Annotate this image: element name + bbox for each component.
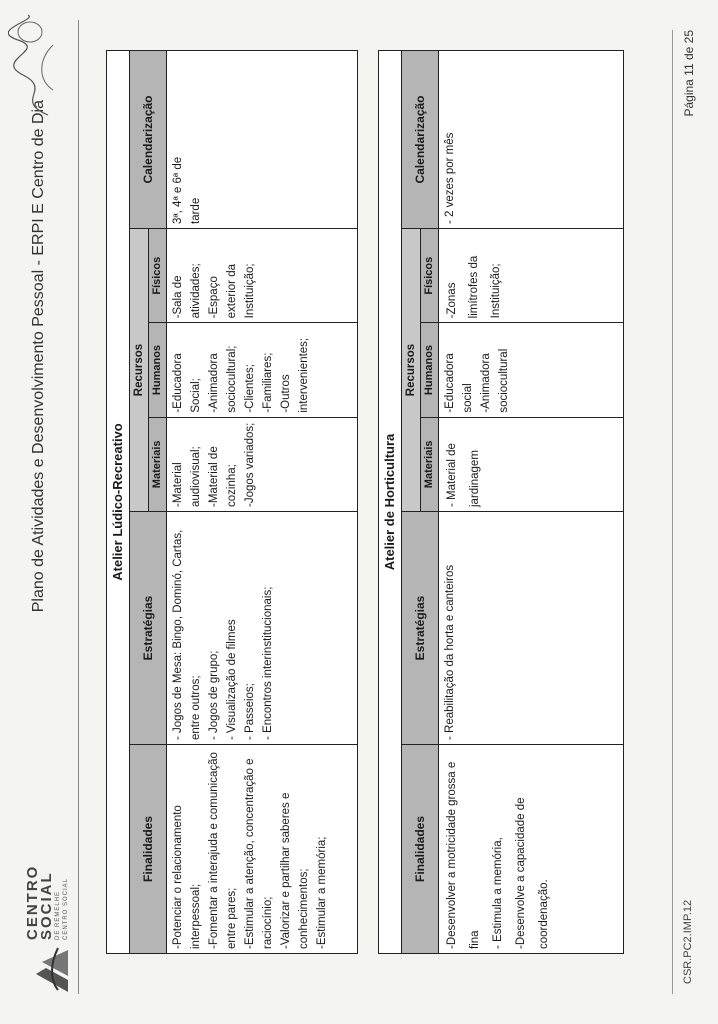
text-line: -Material [172,462,184,507]
header-calendarizacao: Calendarização [130,51,167,228]
recursos-subheaders [149,229,167,511]
text-line: -Espaço [208,276,220,319]
logo-line4: CENTRO SOCIAL [63,877,69,940]
footer-rule [672,30,673,994]
text-line: -Estimular a atenção, concentração e [244,758,256,949]
atelier-ludico-table [106,50,358,954]
cell-fisicos [167,229,357,322]
col-estrategias [402,511,623,744]
atelier-horticultura-table [378,50,624,954]
cell-finalidades [167,745,357,953]
text-line: -Fomentar a interajuda e comunicação [208,752,220,949]
header-fisicos: Físicos [149,229,166,322]
text-line: -Jogos variados; [244,422,256,507]
header-materiais: Materiais [421,417,438,511]
text-line: 3ª, 4ª e 6ª de [172,156,184,224]
cell-calendarizacao [167,51,357,228]
text-line: -Outros [280,374,292,413]
text-line: -Animadora [208,353,220,413]
text-line: -Material de [208,446,220,507]
text-line: - Jogos de Mesa: Bingo, Dominó, Cartas, [172,529,184,740]
recursos-body [439,229,623,511]
text-line: - Material de [446,443,458,507]
cell-calendarizacao [439,51,623,228]
header-calendarizacao: Calendarização [402,51,439,228]
logo-line2: SOCIAL [38,871,55,940]
col-recursos [130,228,357,511]
col-estrategias [130,511,357,744]
text-line: -Educadora [172,353,184,413]
logo-mark-icon [28,944,74,994]
text-line: cozinha; [226,464,238,507]
header-estrategias: Estratégias [402,512,439,744]
text-line: - Encontros interinstitucionais; [262,586,274,740]
text-line: interpessoal; [190,883,202,949]
col-finalidades [402,744,623,953]
cell-finalidades [439,745,623,953]
col-finalidades [130,744,357,953]
cell-humanos [439,322,623,416]
cell-materiais [439,417,623,511]
logo [20,844,80,994]
header-recursos: Recursos [130,229,149,511]
col-calendarizacao [130,51,357,228]
header-humanos: Humanos [421,322,438,416]
header-materiais: Materiais [149,417,166,511]
cell-estrategias [167,512,357,744]
text-line: sociocultural [498,348,510,413]
text-line: audiovisual; [190,446,202,507]
text-line: Instituição; [490,263,502,319]
text-line: -Clientes; [244,364,256,413]
table-title: Atelier Lúdico-Recreativo [107,51,130,953]
header-fisicos: Físicos [421,229,438,322]
header-rule [78,20,79,994]
text-line: intervenientes; [298,337,310,413]
header-finalidades: Finalidades [130,745,167,953]
header-estrategias: Estratégias [130,512,167,744]
recursos-subheaders [421,229,439,511]
col-recursos [402,228,623,511]
cell-humanos [167,322,357,416]
text-line: coordenação. [538,879,550,949]
table-title: Atelier de Horticultura [379,51,402,953]
text-line: -Zonas [446,282,458,319]
header-humanos: Humanos [149,322,166,416]
text-line: conhecimentos; [298,868,310,949]
text-line: jardinagem [469,450,481,507]
signature-icon [8,10,58,120]
text-line: - 2 vezes por mês [444,132,456,224]
text-line: tarde [190,197,202,224]
footer-code: CSR.PC2.IMP.12 [682,899,694,984]
text-line: limítrofes da [468,255,480,319]
cell-estrategias [439,512,623,744]
text-line: -Sala de [172,275,184,319]
cell-fisicos [439,229,623,322]
cell-materiais [167,417,357,511]
text-line: entre outros; [190,675,202,740]
page-number: Página 11 de 25 [682,30,696,117]
header-finalidades: Finalidades [402,745,439,953]
logo-line1: CENTRO [24,864,41,940]
text-line: fina [469,930,481,949]
text-line: Social; [190,378,202,413]
text-line: -Animadora [480,353,492,413]
text-line: Instituição; [244,263,256,319]
text-line: - Visualização de filmes [226,619,238,740]
text-line: entre pares; [226,887,238,949]
text-line: -Desenvolve a capacidade de [515,797,527,949]
text-line: exterior da [226,264,238,319]
logo-line3: DE REMELHE [55,890,61,940]
document-title: Plano de Atividades e Desenvolvimento Pessoal - ERPI E Centro de Dia [30,100,47,613]
text-line: - Jogos de grupo; [208,650,220,740]
text-line: - Estimula a memória, [492,837,504,949]
text-line: sociocultural; [226,345,238,413]
logo-text [26,865,70,940]
text-line: -Potenciar o relacionamento [172,805,184,949]
text-line: -Familiares; [262,352,274,413]
table-grid [402,51,623,953]
text-line: -Estimular a memória; [316,836,328,949]
text-line: - Reabilitação da horta e canteiros [444,564,456,740]
text-line: -Educadora social [444,353,474,413]
text-line: atividades; [190,263,202,319]
text-line: -Valorizar e partilhar saberes e [280,792,292,949]
header-recursos: Recursos [402,229,421,511]
col-calendarizacao [402,51,623,228]
text-line: - Passeios; [244,683,256,740]
recursos-body [167,229,357,511]
text-line: raciocínio; [262,896,274,949]
table-grid [130,51,357,953]
text-line: -Desenvolver a motricidade grossa e [446,761,458,949]
